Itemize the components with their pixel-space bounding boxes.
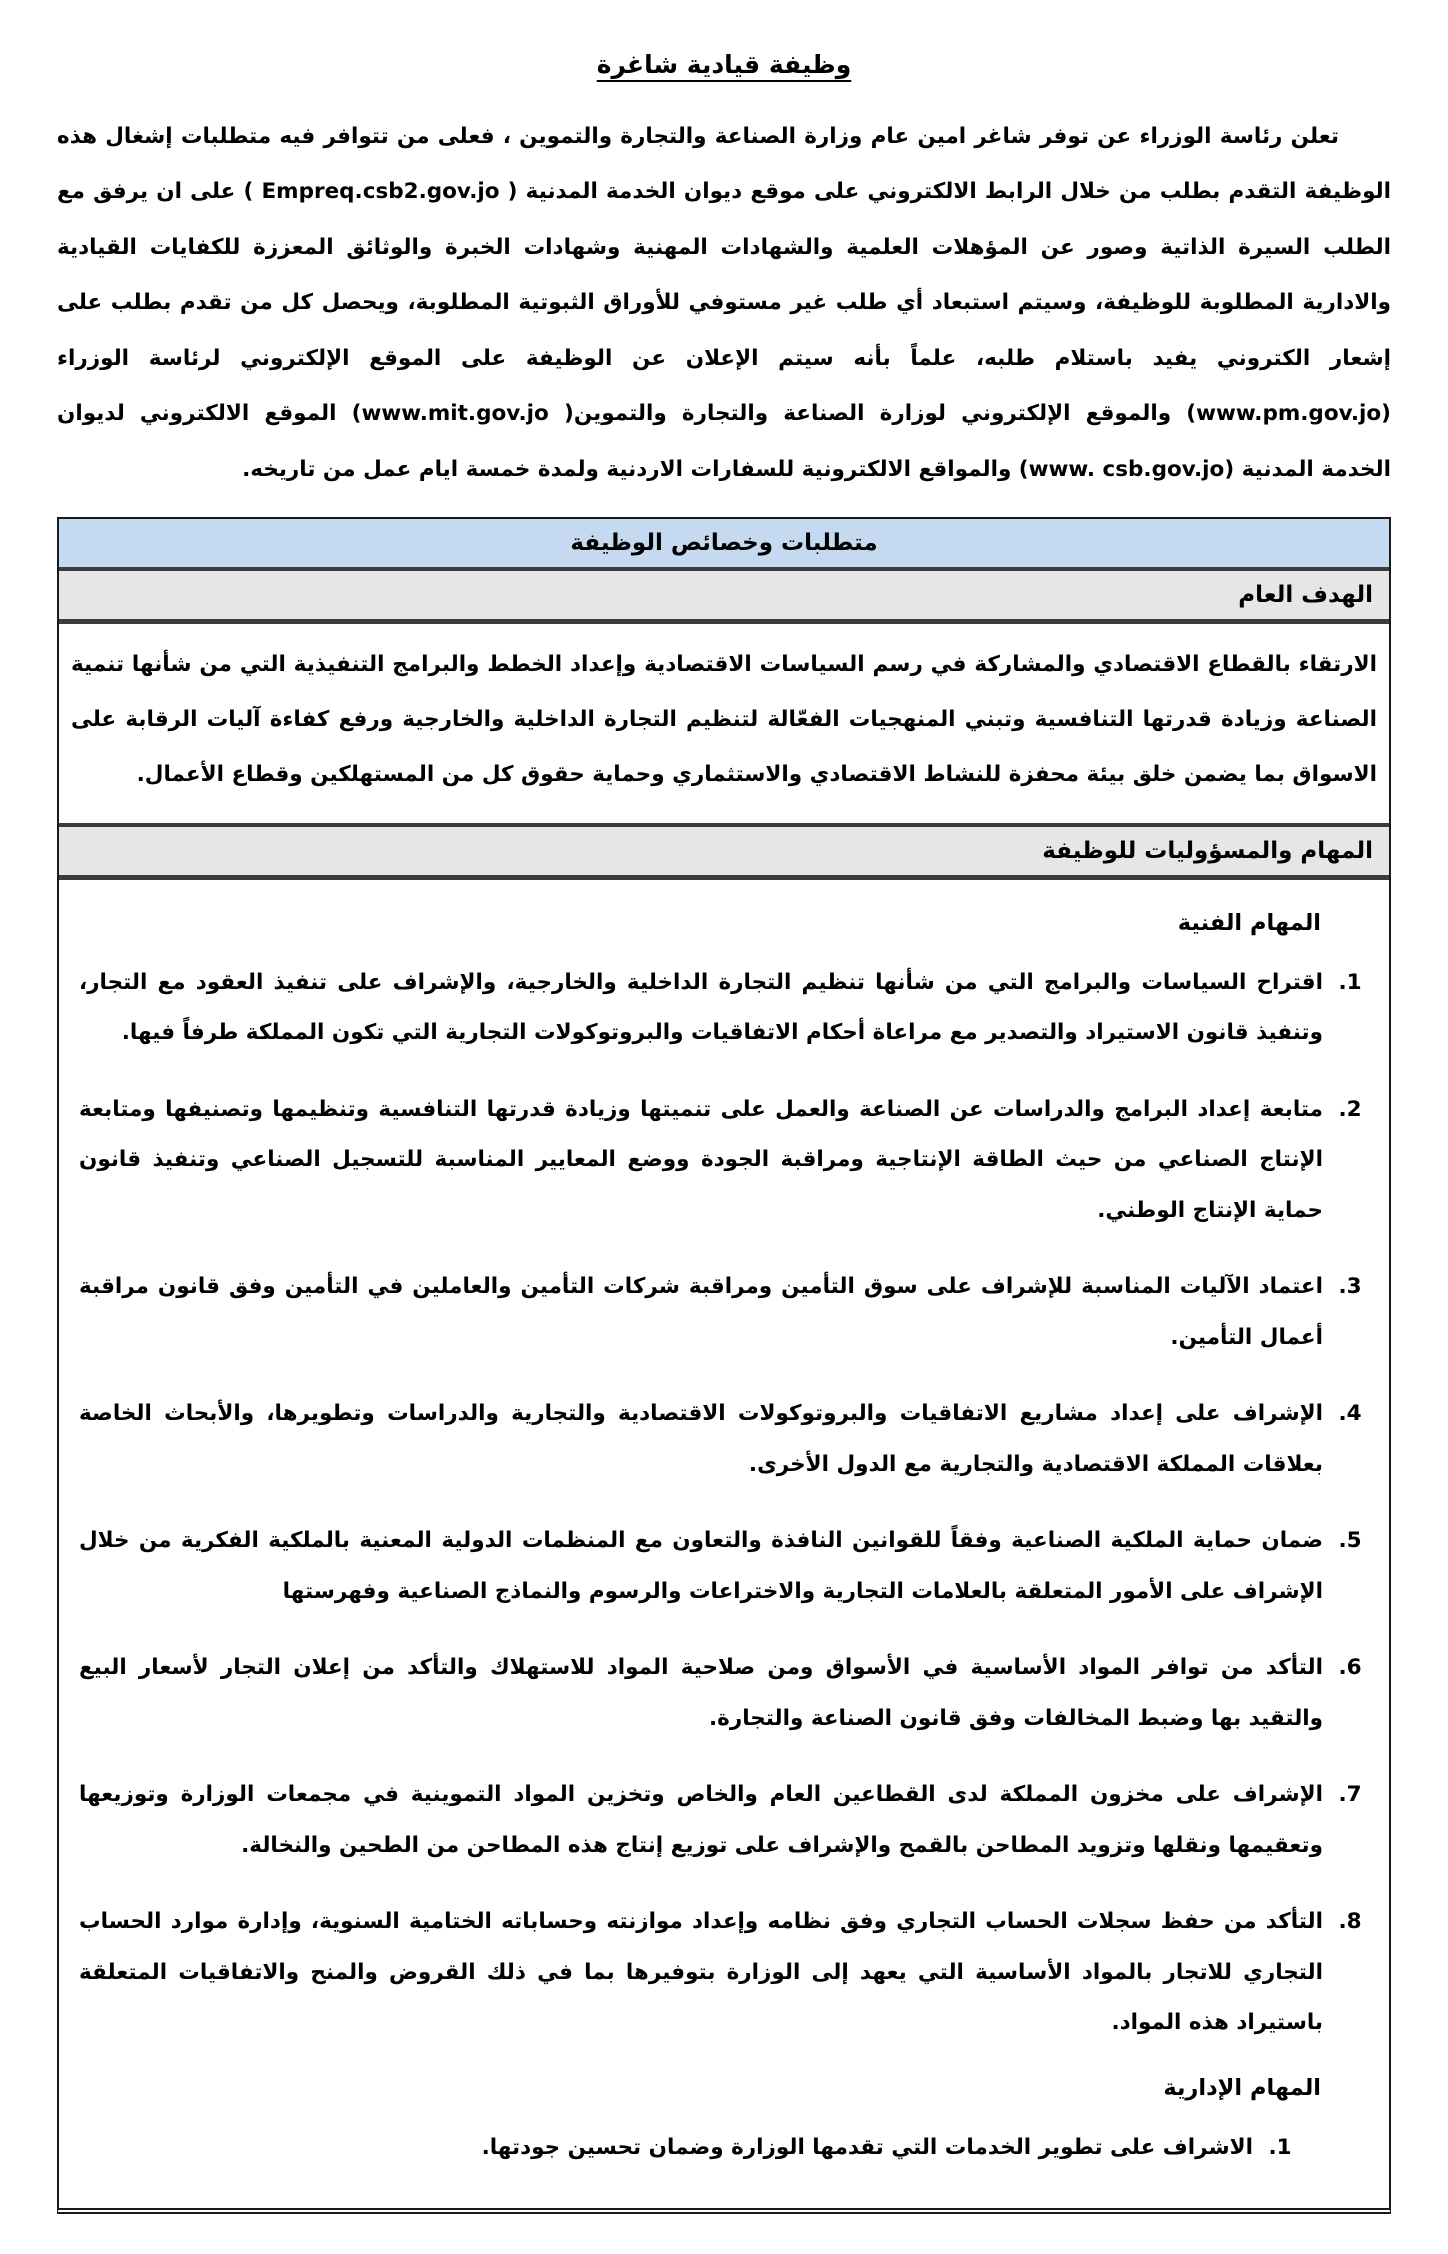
technical-task-item: 2. متابعة إعداد البرامج والدراسات عن الصناعة والعمل على تنميتها وزيادة قدرتها التنافسية وتنظيمها وتصنيفها ومتابعة الإنتاج الصناعي من حيث الطاقة الإنتاجية ومراقبة الجودة ووضع المعايير المناسبة للتسجيل الصناعي وتنفيذ قانون حماية الإنتاج الوطني. [79,1085,1331,1237]
technical-task-item: 7. الإشراف على مخزون المملكة لدى القطاعين العام والخاص وتخزين المواد التموينية في مجمعات الوزارة وتوزيعها وتعقيمها ونقلها وتزويد المطاحن بالقمح والإشراف على توزيع إنتاج هذه المطاحن من الطحين والنخالة. [79,1770,1331,1871]
announcement-paragraph: تعلن رئاسة الوزراء عن توفر شاغر امين عام وزارة الصناعة والتجارة والتموين ، فعلى من تتوافر فيه متطلبات إشغال هذه الوظيفة التقدم بطلب من خلال الرابط الالكتروني على موقع ديوان الخدمة المدنية ( Empreq.csb2.gov.jo ) على ان يرفق مع الطلب السيرة الذاتية وصور عن المؤهلات العلمية والشهادات المهنية وشهادات الخبرة والوثائق المعززة للكفايات القيادية والادارية المطلوبة للوظيفة، وسيتم استبعاد أي طلب غير مستوفي للأوراق الثبوتية المطلوبة، ويحصل كل من تقدم بطلب على إشعار الكتروني يفيد باستلام طلبه، علماً بأنه سيتم الإعلان عن الوظيفة على الموقع الإلكتروني لرئاسة الوزراء (www.pm.gov.jo) والموقع الإلكتروني لوزارة الصناعة والتجارة والتموين( www.mit.gov.jo) الموقع الالكتروني لديوان الخدمة المدنية (www. csb.gov.jo) والمواقع الالكترونية للسفارات الاردنية ولمدة خمسة ايام عمل من تاريخه. [57,124,1391,482]
technical-task-item: 8. التأكد من حفظ سجلات الحساب التجاري وفق نظامه وإعداد موازنته وحساباته الختامية السنوية، وإدارة موارد الحساب التجاري للاتجار بالمواد الأساسية التي يعهد إلى الوزارة بتوفيرها بما في ذلك القروض والمنح والاتفاقيات المتعلقة باستيراد هذه المواد. [79,1897,1331,2049]
technical-task-item: 6. التأكد من توافر المواد الأساسية في الأسواق ومن صلاحية المواد للاستهلاك والتأكد من إعلان التجار لأسعار البيع والتقيد بها وضبط المخالفات وفق قانون الصناعة والتجارة. [79,1643,1331,1744]
administrative-tasks-list [73,2123,1379,2174]
page-title: وظيفة قيادية شاغرة [596,50,852,79]
technical-task-item: 1. اقتراح السياسات والبرامج التي من شأنها تنظيم التجارة الداخلية والخارجية، والإشراف على تنفيذ العقود مع التجار، وتنفيذ قانون الاستيراد والتصدير مع مراعاة أحكام الاتفاقيات والبروتوكولات التجارية التي تكون المملكة طرفاً فيها. [79,958,1331,1059]
general-objective-text: الارتقاء بالقطاع الاقتصادي والمشاركة في رسم السياسات الاقتصادية وإعداد الخطط والبرامج التنفيذية التي من شأنها تنمية الصناعة وزيادة قدرتها التنافسية وتبني المنهجيات الفعّالة لتنظيم التجارة الداخلية والخارجية ورفع كفاءة آليات الرقابة على الاسواق بما يضمن خلق بيئة محفزة للنشاط الاقتصادي والاستثماري وحماية حقوق كل من المستهلكين وقطاع الأعمال. [71,652,1377,787]
section-header-requirements: متطلبات وخصائص الوظيفة [59,519,1389,571]
technical-task-item: 4. الإشراف على إعداد مشاريع الاتفاقيات والبروتوكولات الاقتصادية والتجارية والدراسات وتطويرها، والأبحاث الخاصة بعلاقات المملكة الاقتصادية والتجارية مع الدول الأخرى. [79,1389,1331,1490]
technical-task-item: 5. ضمان حماية الملكية الصناعية وفقاً للقوانين النافذة والتعاون مع المنظمات الدولية المعنية بالملكية الفكرية من خلال الإشراف على الأمور المتعلقة بالعلامات التجارية والاختراعات والرسوم والنماذج الصناعية وفهرستها [79,1516,1331,1617]
duties-cell [59,880,1389,2208]
technical-tasks-list [73,958,1379,2049]
technical-tasks-heading: المهام الفنية [1177,909,1321,936]
administrative-tasks-heading: المهام الإدارية [1163,2075,1321,2101]
job-requirements-table [57,517,1391,2213]
technical-task-item: 3. اعتماد الآليات المناسبة للإشراف على سوق التأمين ومراقبة شركات التأمين والعاملين في التأمين وفق قانون مراقبة أعمال التأمين. [79,1262,1331,1363]
administrative-task-item: 1. الاشراف على تطوير الخدمات التي تقدمها الوزارة وضمان تحسين جودتها. [79,2123,1261,2174]
section-header-duties-responsibilities: المهام والمسؤوليات للوظيفة [59,827,1389,880]
section-header-general-objective: الهدف العام [59,571,1389,624]
general-objective-cell [59,624,1389,826]
